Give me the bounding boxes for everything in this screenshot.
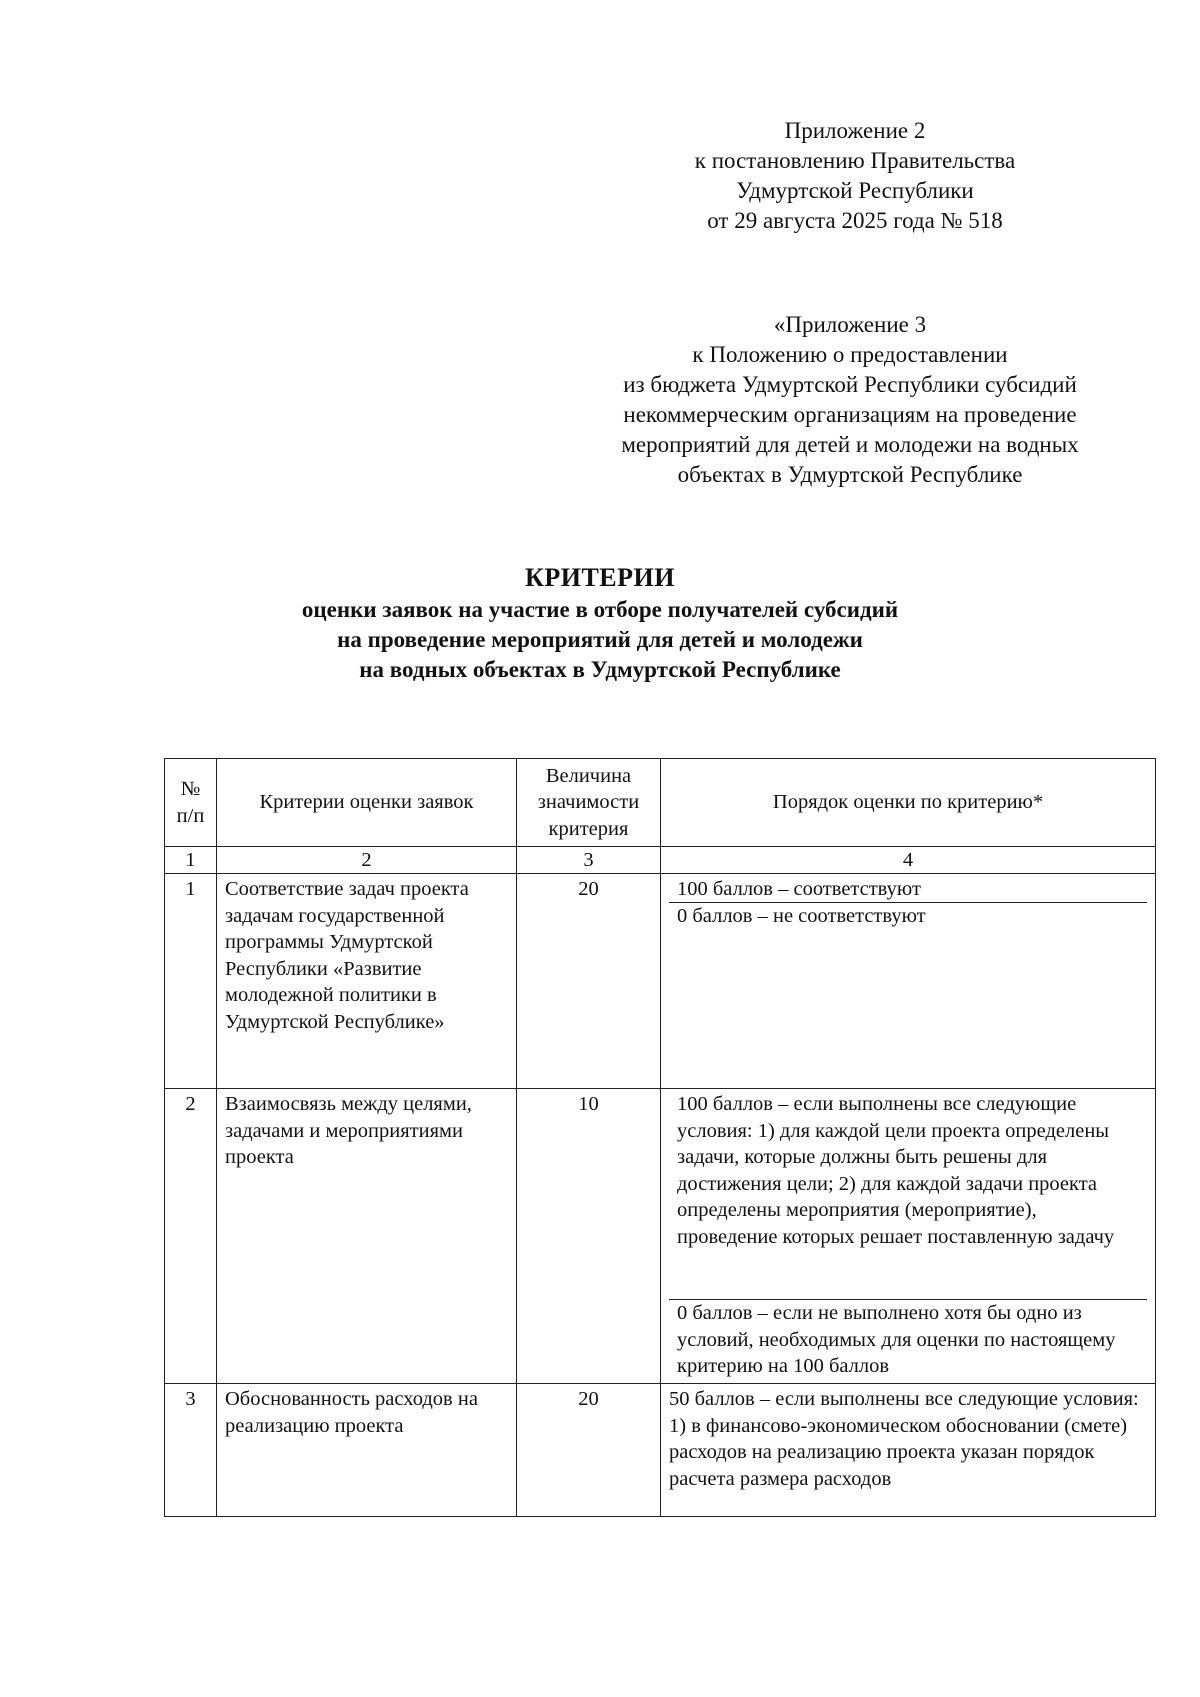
appendix-3-line: мероприятий для детей и молодежи на водных	[621, 432, 1079, 457]
appendix-2-line: Приложение 2	[784, 118, 926, 143]
row-weight: 20	[517, 874, 661, 1089]
column-number-row	[165, 847, 1156, 874]
score-option: 0 баллов – не соответствуют	[669, 902, 1147, 930]
appendix-3-line: из бюджета Удмуртской Республики субсидий	[623, 372, 1077, 397]
score-option: 0 баллов – если не выполнено хотя бы одно из условий, необходимых для оценки по настоящему критерию на 100 баллов	[669, 1299, 1147, 1380]
appendix-2-line: от 29 августа 2025 года № 518	[707, 208, 1003, 233]
column-number: 2	[217, 847, 517, 874]
row-options	[661, 1089, 1156, 1384]
table-header-row	[165, 759, 1156, 847]
title-line: на проведение мероприятий для детей и молодежи	[337, 627, 863, 652]
title-main: КРИТЕРИИ	[525, 563, 675, 592]
appendix-2-block	[590, 116, 1120, 236]
title-line: на водных объектах в Удмуртской Республике	[359, 657, 841, 682]
score-option: 100 баллов – соответствуют	[677, 878, 921, 900]
table-row	[165, 874, 1156, 1089]
appendix-3-block	[560, 310, 1140, 490]
appendix-3-line: к Положению о предоставлении	[692, 342, 1008, 367]
appendix-2-line: Удмуртской Республики	[736, 178, 974, 203]
document-title	[0, 561, 1200, 685]
appendix-3-line: некоммерческим организациям на проведение	[623, 402, 1077, 427]
column-number: 1	[165, 847, 217, 874]
appendix-3-line: «Приложение 3	[773, 312, 927, 337]
header-weight: Величина значимости критерия	[517, 759, 661, 847]
appendix-2-line: к постановлению Правительства	[694, 148, 1016, 173]
table-row	[165, 1089, 1156, 1384]
row-criterion: Обоснованность расходов на реализацию проекта	[217, 1384, 517, 1517]
header-criterion: Критерии оценки заявок	[217, 759, 517, 847]
column-number: 4	[661, 847, 1156, 874]
row-number: 2	[165, 1089, 217, 1384]
score-option: 50 баллов – если выполнены все следующие условия: 1) в финансово-экономическом обосновании (смете) расходов на реализацию проекта указан порядок расчета размера расходов	[661, 1384, 1156, 1517]
header-number: № п/п	[165, 759, 217, 847]
table-row	[165, 1384, 1156, 1517]
column-number: 3	[517, 847, 661, 874]
row-number: 3	[165, 1384, 217, 1517]
row-number: 1	[165, 874, 217, 1089]
appendix-3-line: объектах в Удмуртской Республике	[677, 462, 1023, 487]
row-options	[661, 874, 1156, 1089]
row-weight: 20	[517, 1384, 661, 1517]
score-option: 100 баллов – если выполнены все следующие условия: 1) для каждой цели проекта определены задачи, которые должны быть решены для достижения цели; 2) для каждой задачи проекта определены мероприятия (мероприятие), проведение которых решает поставленную задачу	[677, 1093, 1115, 1248]
title-line: оценки заявок на участие в отборе получателей субсидий	[301, 597, 899, 622]
criteria-table	[164, 758, 1156, 1517]
row-weight: 10	[517, 1089, 661, 1384]
header-order: Порядок оценки по критерию*	[661, 759, 1156, 847]
row-criterion: Соответствие задач проекта задачам государственной программы Удмуртской Республики «Развитие молодежной политики в Удмуртской Республике»	[217, 874, 517, 1089]
row-criterion: Взаимосвязь между целями, задачами и мероприятиями проекта	[217, 1089, 517, 1384]
